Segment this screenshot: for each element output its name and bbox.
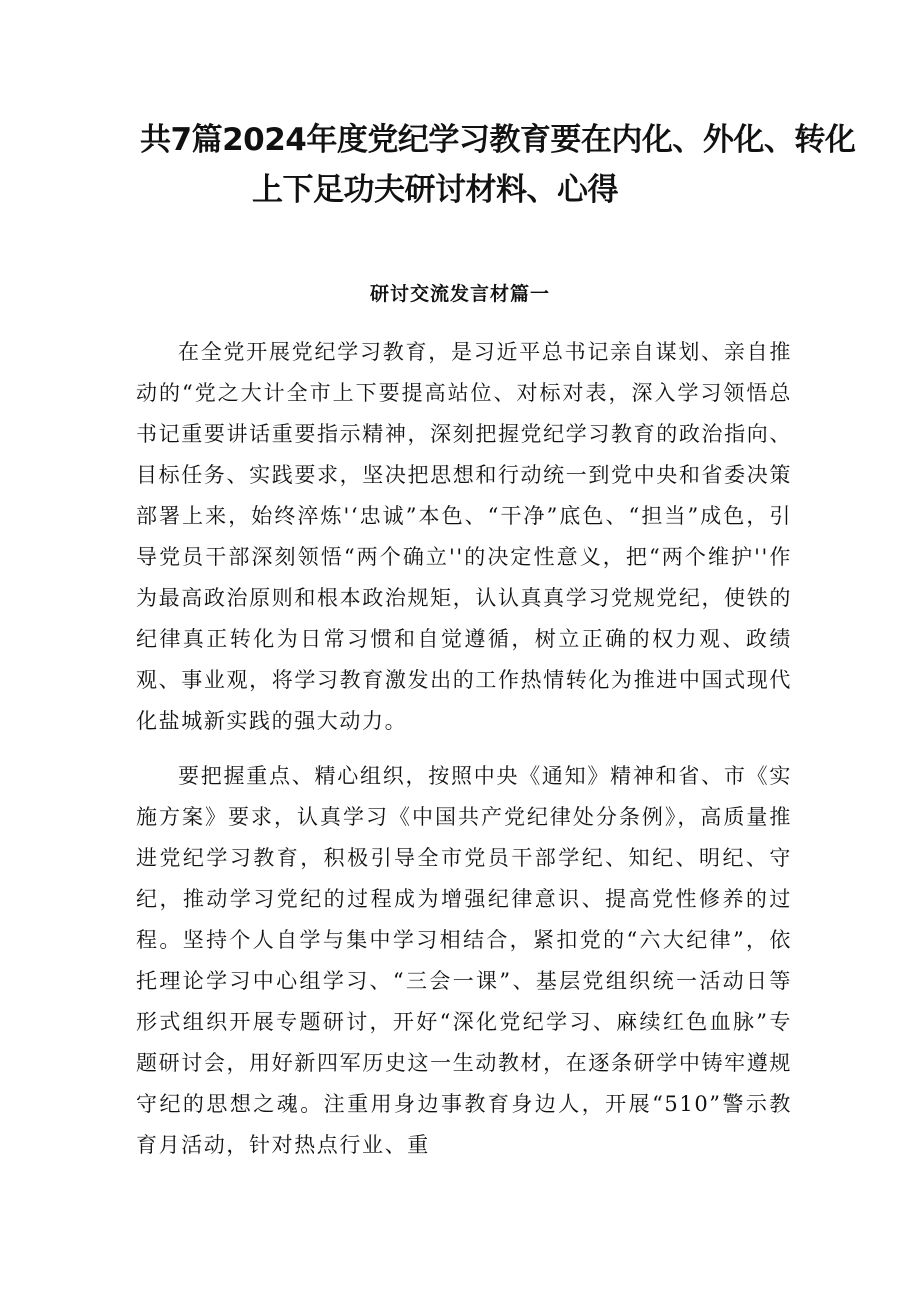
document-title-line-2: 上下足功夫研讨材料、心得 [252, 172, 618, 208]
section-heading: 研讨交流发言材篇一 [369, 283, 550, 305]
document-title [140, 115, 856, 215]
document-title-line-1: 共7篇2024年度党纪学习教育要在内化、外化、转化 [140, 122, 856, 158]
document-body [136, 332, 792, 1180]
paragraph: 在全党开展党纪学习教育，是习近平总书记亲自谋划、亲自推动的“党之大计全市上下要提高站位、对标对表，深入学习领悟总书记重要讲话重要指示精神，深刻把握党纪学习教育的政治指向、目标任务、实践要求，坚决把思想和行动统一到党中央和省委决策部署上来，始终淬炼'‘忠诚”本色、“干净”底色、“担当”成色，引导党员干部深刻领悟“两个确立''的决定性意义，把“两个维护''作为最高政治原则和根本政治规矩，认认真真学习党规党纪，使铁的纪律真正转化为日常习惯和自觉遵循，树立正确的权力观、政绩观、事业观，将学习教育激发出的工作热情转化为推进中国式现代化盐城新实践的强大动力。 [136, 340, 792, 733]
paragraph: 要把握重点、精心组织，按照中央《通知》精神和省、市《实施方案》要求，认真学习《中国共产党纪律处分条例》，高质量推进党纪学习教育，积极引导全市党员干部学纪、知纪、明纪、守纪，推动学习党纪的过程成为增强纪律意识、提高党性修养的过程。坚持个人自学与集中学习相结合，紧扣党的“六大纪律”，依托理论学习中心组学习、“三会一课”、基层党组织统一活动日等形式组织开展专题研讨，开好“深化党纪学习、麻续红色血脉”专题研讨会，用好新四军历史这一生动教材，在逐条研学中铸牢遵规守纪的思想之魂。注重用身边事教育身边人，开展“510”警示教育月活动，针对热点行业、重 [136, 764, 792, 1157]
